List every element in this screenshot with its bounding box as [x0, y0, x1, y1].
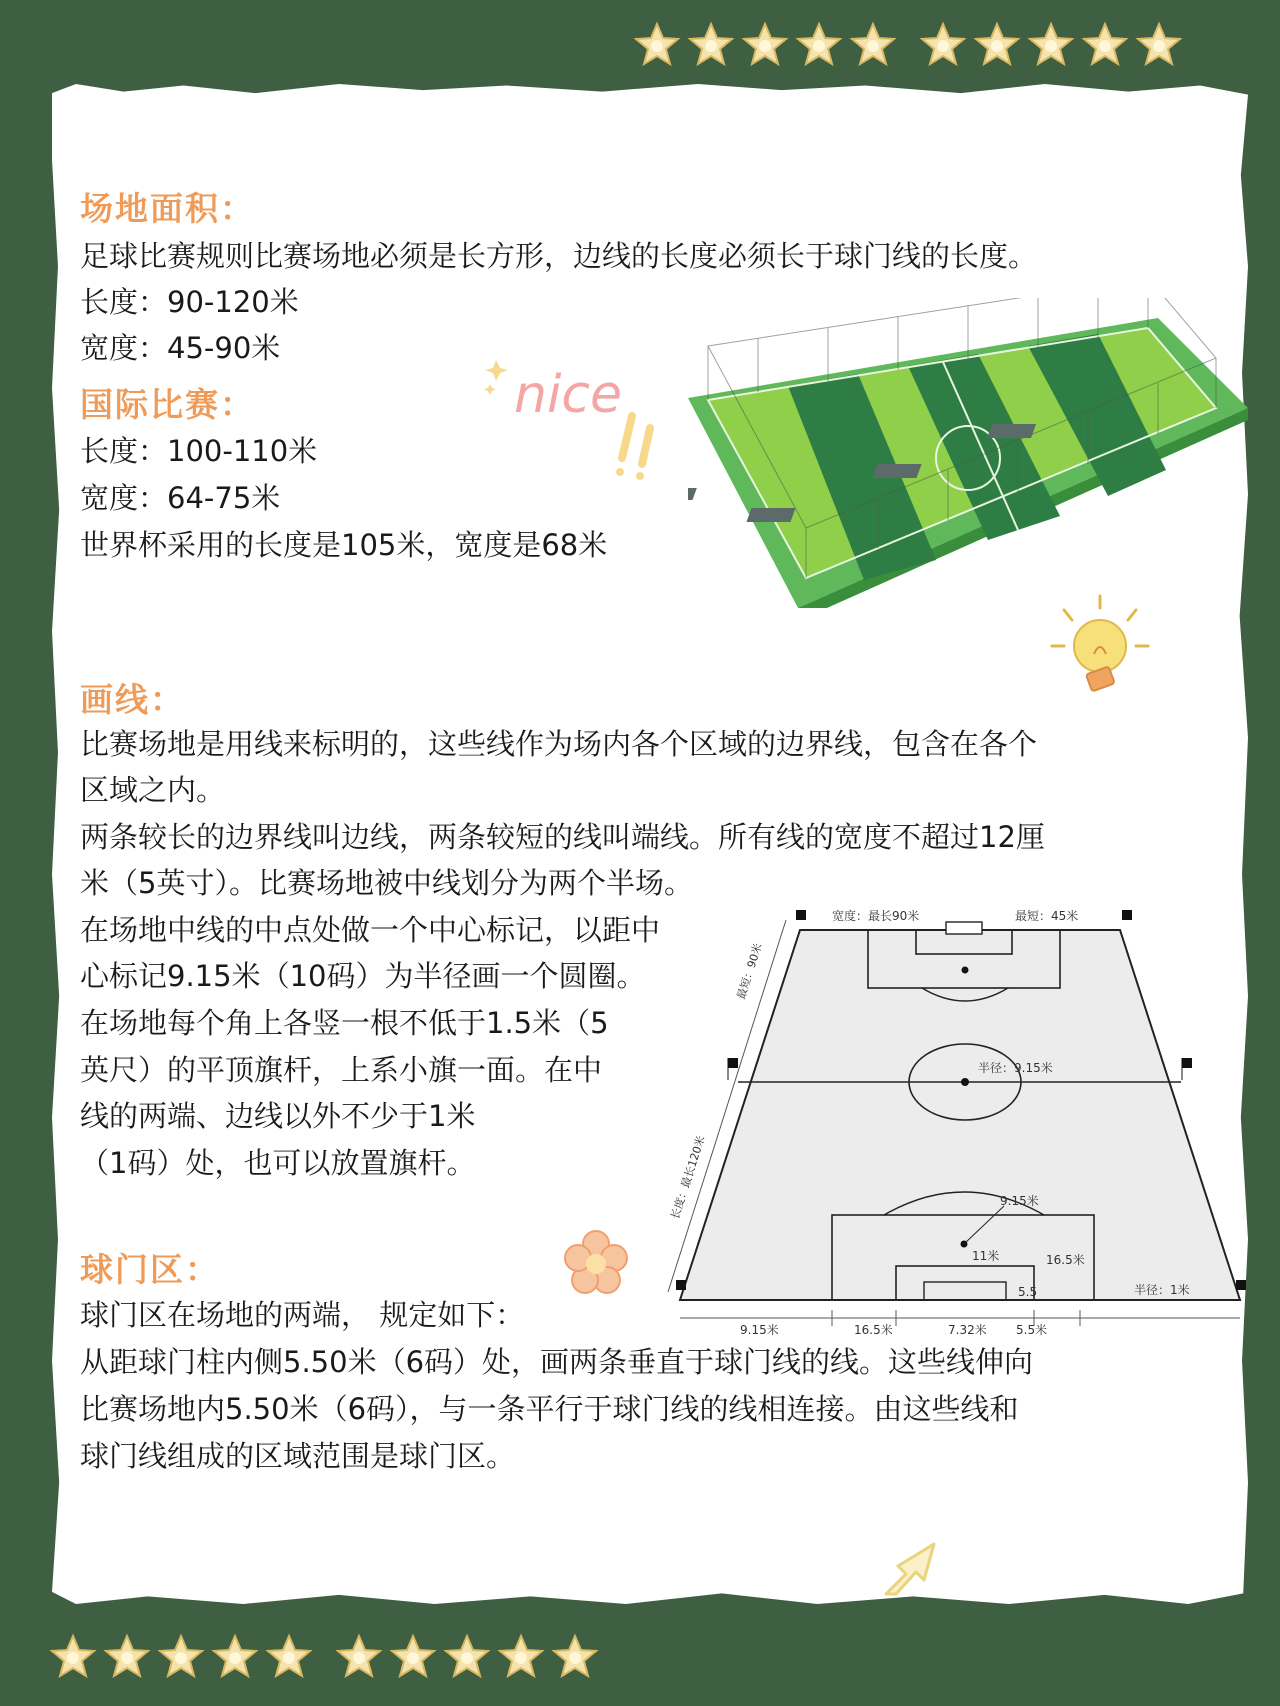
- diagram-penalty-area-label: 16.5米: [1046, 1253, 1085, 1267]
- text-line: 宽度：64-75米: [80, 481, 281, 515]
- text-line: 长度：100-110米: [80, 434, 318, 468]
- text-line: （1码）处，也可以放置旗杆。: [80, 1146, 476, 1180]
- lightbulb-icon: [1040, 588, 1160, 708]
- text-line: 宽度：45-90米: [80, 331, 281, 365]
- text-line: 线的两端、边线以外不少于1米: [80, 1099, 476, 1133]
- text-line: 球门线组成的区域范围是球门区。: [80, 1439, 516, 1473]
- star-icon: [550, 1632, 600, 1682]
- nice-sticker: [480, 340, 680, 490]
- text-line: 在场地每个角上各竖一根不低于1.5米（5: [80, 1006, 609, 1040]
- diagram-penalty-spot-label: 11米: [972, 1249, 1000, 1263]
- text-line: 长度：90-120米: [80, 285, 299, 319]
- bottom-star-row: [48, 1632, 600, 1682]
- star-icon: [264, 1632, 314, 1682]
- arrow-icon: [876, 1536, 946, 1600]
- star-icon: [48, 1632, 98, 1682]
- diagram-goal-area-label: 5.5: [1018, 1285, 1038, 1299]
- text-line: 米（5英寸）。比赛场地被中线划分为两个半场。: [80, 866, 693, 900]
- text-line: 在场地中线的中点处做一个中心标记，以距中: [80, 913, 661, 947]
- star-icon: [918, 20, 968, 70]
- section-heading-area: 场地面积：: [80, 189, 255, 228]
- text-line: 心标记9.15米（10码）为半径画一个圆圈。: [80, 959, 646, 993]
- diagram-dim-label: 7.32米: [948, 1323, 987, 1337]
- diagram-dim-label: 9.15米: [740, 1323, 779, 1337]
- star-icon: [1026, 20, 1076, 70]
- star-icon: [102, 1632, 152, 1682]
- diagram-shortest-length-label: 最短：90米: [734, 941, 765, 1001]
- star-icon: [496, 1632, 546, 1682]
- star-icon: [156, 1632, 206, 1682]
- text-line: 比赛场地内5.50米（6码），与一条平行于球门线的线相连接。由这些线和: [80, 1392, 1019, 1426]
- text-line: 区域之内。: [80, 773, 226, 807]
- flower-icon: [560, 1226, 632, 1298]
- section-heading-lines: 画线：: [80, 680, 185, 719]
- diagram-longest-length-label: 长度：最长120米: [668, 1134, 708, 1221]
- star-icon: [1134, 20, 1184, 70]
- diagram-shortest-width-label: 最短：45米: [1015, 909, 1079, 923]
- top-star-row: [632, 20, 1184, 70]
- star-icon: [388, 1632, 438, 1682]
- star-icon: [686, 20, 736, 70]
- diagram-arc-label: 9.15米: [1000, 1194, 1039, 1208]
- star-icon: [1080, 20, 1130, 70]
- star-icon: [442, 1632, 492, 1682]
- text-line: 两条较长的边界线叫边线，两条较短的线叫端线。所有线的宽度不超过12厘: [80, 820, 1045, 854]
- text-line: 英尺）的平顶旗杆，上系小旗一面。在中: [80, 1053, 603, 1087]
- text-line: 从距球门柱内侧5.50米（6码）处，画两条垂直于球门线的线。这些线伸向: [80, 1345, 1034, 1379]
- diagram-radius-label: 半径：9.15米: [978, 1061, 1053, 1075]
- star-icon: [972, 20, 1022, 70]
- diagram-dim-label: 5.5米: [1016, 1323, 1048, 1337]
- text-line: 足球比赛规则比赛场地必须是长方形，边线的长度必须长于球门线的长度。: [80, 239, 1038, 273]
- text-line: 世界杯采用的长度是105米，宽度是68米: [80, 528, 608, 562]
- nice-text: nice: [514, 365, 622, 425]
- text-line: 比赛场地是用线来标明的，这些线作为场内各个区域的边界线，包含在各个: [80, 727, 1038, 761]
- field-diagram: [660, 900, 1260, 1340]
- text-line: 球门区在场地的两端， 规定如下：: [80, 1298, 525, 1332]
- diagram-width-label: 宽度：最长90米: [832, 909, 920, 923]
- star-icon: [334, 1632, 384, 1682]
- stadium-illustration: [688, 298, 1248, 608]
- section-heading-international: 国际比赛：: [80, 385, 255, 424]
- star-icon: [210, 1632, 260, 1682]
- diagram-dim-label: 16.5米: [854, 1323, 893, 1337]
- star-icon: [740, 20, 790, 70]
- diagram-corner-radius-label: 半径：1米: [1134, 1283, 1190, 1297]
- star-icon: [848, 20, 898, 70]
- star-icon: [794, 20, 844, 70]
- section-heading-goal-area: 球门区：: [80, 1250, 220, 1289]
- star-icon: [632, 20, 682, 70]
